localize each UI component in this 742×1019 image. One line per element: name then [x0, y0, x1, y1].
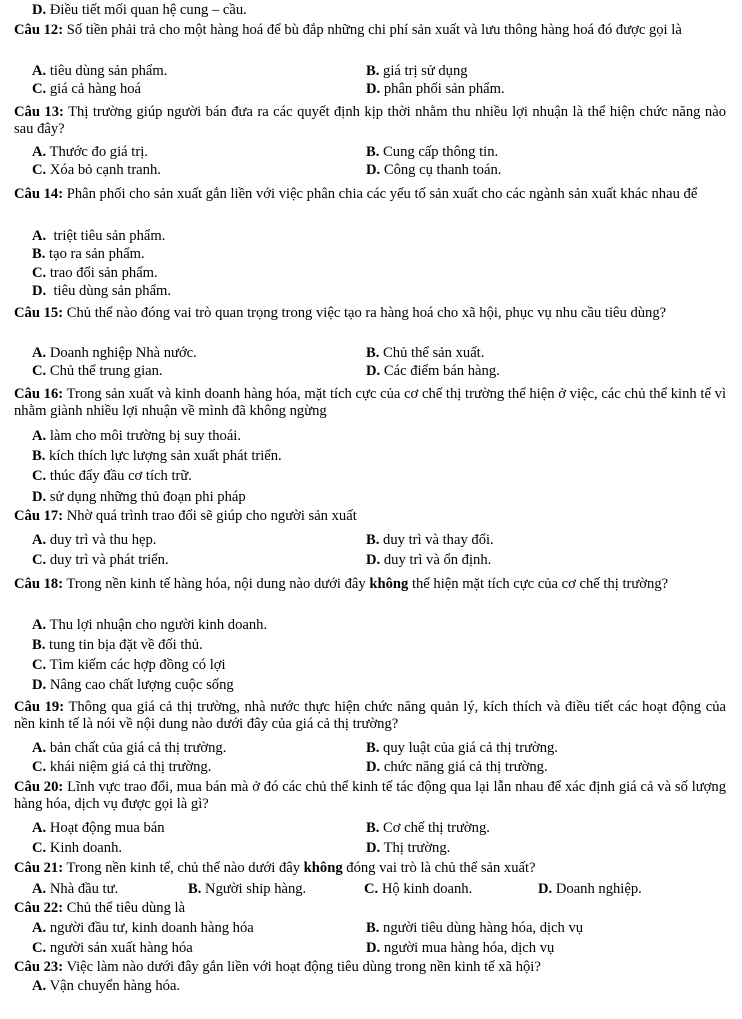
- option-text: Kinh doanh.: [49, 840, 123, 856]
- option-text: Nâng cao chất lượng cuộc sống: [49, 677, 234, 693]
- option-c: [364, 881, 472, 898]
- option-a: [32, 144, 148, 161]
- question-number: Câu 13:: [14, 104, 64, 120]
- question-19: [14, 699, 726, 732]
- option-label: B.: [32, 637, 46, 653]
- question-12: [14, 22, 726, 39]
- option-text: Công cụ thanh toán.: [383, 162, 502, 178]
- option-b: [32, 637, 203, 654]
- option-label: D.: [366, 552, 381, 568]
- option-a: [32, 920, 254, 937]
- option-d: [32, 489, 246, 506]
- question-number: Câu 15:: [14, 305, 64, 321]
- emphasis-text: không: [369, 576, 409, 592]
- option-b: [188, 881, 306, 898]
- option-a: [32, 428, 241, 445]
- option-label: D.: [32, 283, 47, 299]
- question-text: Trong nền kinh tế, chủ thể nào dưới đây: [66, 860, 301, 876]
- option-label: D.: [366, 363, 381, 379]
- option-text: quy luật của giá cả thị trường.: [383, 740, 558, 756]
- option-text: Điều tiết mối quan hệ cung – cầu.: [49, 2, 247, 18]
- option-label: B.: [32, 246, 46, 262]
- option-b: [366, 820, 490, 837]
- option-a: [32, 881, 118, 898]
- question-text-cont: đóng vai trò là chủ thể sản xuất?: [346, 860, 536, 876]
- option-label: D.: [32, 677, 47, 693]
- question-text: Chủ thể nào đóng vai trò quan trọng trong việc tạo ra hàng hoá cho xã hội, phục vụ nhu cầu tiêu dùng?: [66, 305, 667, 321]
- option-d: [32, 677, 234, 694]
- option-text: trao đổi sản phẩm.: [49, 265, 158, 281]
- question-text: Nhờ quá trình trao đổi sẽ giúp cho người sản xuất: [66, 508, 357, 524]
- option-text: khái niệm giá cả thị trường.: [49, 759, 212, 775]
- option-a: [32, 228, 165, 245]
- option-text: Hộ kinh doanh.: [381, 881, 473, 897]
- option-text: người tiêu dùng hàng hóa, dịch vụ: [383, 920, 584, 936]
- option-label: C.: [32, 940, 47, 956]
- question-number: Câu 22:: [14, 900, 64, 916]
- question-number: Câu 18:: [14, 576, 64, 592]
- option-label: A.: [32, 428, 47, 444]
- question-text: Việc làm nào dưới đây gắn liền với hoạt động tiêu dùng trong nền kinh tế xã hội?: [66, 959, 541, 975]
- option-text: Thước đo giá trị.: [49, 144, 148, 160]
- option-text: Nhà đầu tư.: [49, 881, 119, 897]
- option-label: A.: [32, 978, 47, 994]
- option-text: Chủ thể trung gian.: [49, 363, 163, 379]
- option-c: [32, 81, 141, 98]
- option-label: D.: [366, 162, 381, 178]
- option-text: giá cả hàng hoá: [49, 81, 142, 97]
- question-number: Câu 23:: [14, 959, 64, 975]
- option-b: [32, 246, 145, 263]
- option-label: A.: [32, 740, 47, 756]
- option-d: [366, 759, 548, 776]
- option-label: D.: [538, 881, 553, 897]
- option-b: [366, 920, 583, 937]
- option-text: giá trị sử dụng: [383, 63, 468, 79]
- option-text: Tìm kiếm các hợp đồng có lợi: [49, 657, 226, 673]
- option-c: [32, 552, 169, 569]
- option-label: C.: [32, 81, 47, 97]
- option-label: D.: [32, 2, 47, 18]
- option-d: [366, 162, 501, 179]
- question-16: [14, 386, 726, 419]
- question-17: [14, 508, 726, 525]
- question-number: Câu 17:: [14, 508, 64, 524]
- option-label: B.: [366, 920, 380, 936]
- option-d: [32, 283, 171, 300]
- option-b: [366, 345, 484, 362]
- option-label: C.: [32, 657, 47, 673]
- option-a: [32, 345, 197, 362]
- option-label: C.: [364, 881, 379, 897]
- question-text: Phân phối cho sản xuất gắn liền với việc phân chia các yếu tố sản xuất cho các ngành sản xuất khác nhau để: [66, 186, 698, 202]
- option-label: D.: [366, 840, 381, 856]
- option-label: C.: [32, 840, 47, 856]
- option-text: Cơ chế thị trường.: [383, 820, 490, 836]
- option-c: [32, 940, 193, 957]
- option-b: [366, 63, 468, 80]
- option-label: A.: [32, 532, 47, 548]
- option-a: [32, 978, 180, 995]
- question-text: Trong sản xuất và kinh doanh hàng hóa, mặt tích cực của cơ chế thị trường thể hiện ở việc, các chủ thể kinh tế vì nhằm giành nhiều lợi nhuận về mình đã không ngừng: [14, 386, 726, 419]
- option-label: A.: [32, 144, 47, 160]
- option-text: Xóa bỏ cạnh tranh.: [49, 162, 161, 178]
- option-c: [32, 657, 226, 674]
- option-a: [32, 740, 226, 757]
- option-text: bản chất của giá cả thị trường.: [49, 740, 227, 756]
- option-label: B.: [366, 532, 380, 548]
- option-text: tung tin bịa đặt về đối thủ.: [49, 637, 203, 653]
- option-d: [366, 940, 554, 957]
- question-21: [14, 860, 726, 877]
- question-text-cont: thể hiện mặt tích cực của cơ chế thị trường?: [411, 576, 669, 592]
- option-label: B.: [32, 448, 46, 464]
- question-text: Lĩnh vực trao đổi, mua bán mà ở đó các chủ thể kinh tế tác động qua lại lẫn nhau để xác định giá cả và số lượng hàng hóa, dịch vụ được gọi là gì?: [14, 779, 726, 812]
- question-number: Câu 12:: [14, 22, 64, 38]
- option-text: Cung cấp thông tin.: [383, 144, 499, 160]
- option-text: Chủ thể sản xuất.: [383, 345, 485, 361]
- option-text: Doanh nghiệp Nhà nước.: [49, 345, 197, 361]
- option-label: D.: [366, 81, 381, 97]
- option-text: duy trì và thay đổi.: [383, 532, 494, 548]
- option-text: người mua hàng hóa, dịch vụ: [383, 940, 555, 956]
- option-label: B.: [366, 345, 380, 361]
- question-number: Câu 16:: [14, 386, 64, 402]
- question-text: Thông qua giá cả thị trường, nhà nước thực hiện chức năng quản lý, kích thích và điều tiết các hoạt động của nền kinh tế là nói về nội dung nào dưới đây của giá cả thị trường?: [14, 699, 726, 732]
- option-text: người sản xuất hàng hóa: [49, 940, 193, 956]
- option-d: [366, 363, 500, 380]
- option-label: C.: [32, 162, 47, 178]
- option-label: B.: [366, 820, 380, 836]
- option-a: [32, 820, 165, 837]
- option-text: Doanh nghiệp.: [555, 881, 642, 897]
- option-text: Thu lợi nhuận cho người kinh doanh.: [49, 617, 268, 633]
- option-text: tiêu dùng sản phẩm.: [49, 63, 168, 79]
- question-20: [14, 779, 726, 812]
- option-text: Các điểm bán hàng.: [383, 363, 500, 379]
- option-text: kích thích lực lượng sản xuất phát triển.: [49, 448, 282, 464]
- option-text: phân phối sản phẩm.: [383, 81, 505, 97]
- option-d: [366, 552, 491, 569]
- question-14: [14, 186, 726, 203]
- option-b: [32, 448, 282, 465]
- question-number: Câu 19:: [14, 699, 65, 715]
- option-label: A.: [32, 820, 47, 836]
- option-text: Người ship hàng.: [205, 881, 307, 897]
- option-c: [32, 759, 211, 776]
- question-13: [14, 104, 726, 137]
- option-c: [32, 363, 163, 380]
- emphasis-text: không: [303, 860, 343, 876]
- option-label: C.: [32, 265, 47, 281]
- option-label: C.: [32, 552, 47, 568]
- option-label: D.: [366, 940, 381, 956]
- option-a: [32, 63, 167, 80]
- option-text: tạo ra sản phẩm.: [49, 246, 145, 262]
- option-label: A.: [32, 617, 47, 633]
- option-text: duy trì và phát triển.: [49, 552, 169, 568]
- option-text: triệt tiêu sản phẩm.: [53, 228, 166, 244]
- option-label: D.: [32, 489, 47, 505]
- option-text: chức năng giá cả thị trường.: [383, 759, 548, 775]
- option-label: B.: [366, 63, 380, 79]
- option-b: [366, 532, 494, 549]
- option-text: tiêu dùng sản phẩm.: [53, 283, 172, 299]
- option-label: A.: [32, 63, 47, 79]
- option-text: sử dụng những thủ đoạn phi pháp: [49, 489, 246, 505]
- question-number: Câu 21:: [14, 860, 64, 876]
- option-c: [32, 265, 158, 282]
- option-b: [366, 144, 498, 161]
- option-text: người đầu tư, kinh doanh hàng hóa: [49, 920, 254, 936]
- question-23: [14, 959, 726, 976]
- option-text: duy trì và ổn định.: [383, 552, 492, 568]
- option-c: [32, 468, 192, 485]
- option-label: A.: [32, 881, 47, 897]
- option-d: [366, 840, 450, 857]
- option-label: D.: [366, 759, 381, 775]
- option-label: B.: [366, 740, 380, 756]
- top-option: [32, 2, 247, 19]
- option-label: A.: [32, 345, 47, 361]
- option-a: [32, 617, 267, 634]
- option-text: Thị trường.: [383, 840, 451, 856]
- question-text: Thị trường giúp người bán đưa ra các quyết định kịp thời nhằm thu nhiều lợi nhuận là thể hiện chức năng nào sau đây?: [14, 104, 726, 137]
- option-label: B.: [188, 881, 202, 897]
- option-label: A.: [32, 228, 47, 244]
- option-text: Vận chuyển hàng hóa.: [49, 978, 181, 994]
- option-b: [366, 740, 558, 757]
- option-text: thúc đẩy đầu cơ tích trữ.: [49, 468, 192, 484]
- option-label: C.: [32, 759, 47, 775]
- option-c: [32, 840, 122, 857]
- option-text: duy trì và thu hẹp.: [49, 532, 157, 548]
- question-18: [14, 576, 726, 593]
- option-label: C.: [32, 468, 47, 484]
- option-label: B.: [366, 144, 380, 160]
- option-d: [538, 881, 642, 898]
- option-text: Hoạt động mua bán: [49, 820, 165, 836]
- option-label: C.: [32, 363, 47, 379]
- question-text: Trong nền kinh tế hàng hóa, nội dung nào dưới đây: [66, 576, 366, 592]
- option-a: [32, 532, 156, 549]
- question-text: Chủ thể tiêu dùng là: [66, 900, 186, 916]
- question-22: [14, 900, 726, 917]
- question-text: Số tiền phải trả cho một hàng hoá để bù đắp những chi phí sản xuất và lưu thông hàng hoá đó được gọi là: [66, 22, 682, 38]
- question-number: Câu 14:: [14, 186, 64, 202]
- question-15: [14, 305, 726, 322]
- option-text: làm cho môi trường bị suy thoái.: [49, 428, 241, 444]
- option-c: [32, 162, 161, 179]
- option-label: A.: [32, 920, 47, 936]
- option-d: [366, 81, 505, 98]
- question-number: Câu 20:: [14, 779, 64, 795]
